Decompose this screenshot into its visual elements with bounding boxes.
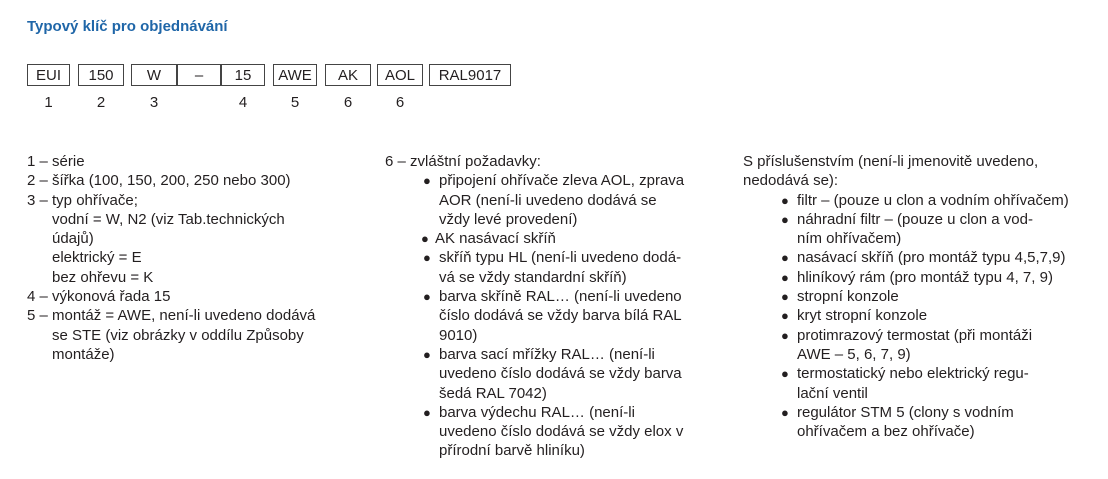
bullet-icon: ● [423,250,431,266]
list-item [743,403,1103,442]
bullet-icon: ● [781,308,789,324]
bullet-icon: ● [423,173,431,189]
legend-line: vodní = W, N2 (viz Tab.technických [52,210,285,228]
bullet-icon: ● [421,231,429,247]
list-item [743,210,1103,249]
list-item-text: uvedeno číslo dodává se vždy elox v [439,423,684,441]
legend-line: 1 – série [27,153,85,170]
list-item [385,287,725,345]
list-item [385,403,725,461]
bullet-icon: ● [781,366,789,382]
legend-line: 2 – šířka (100, 150, 200, 250 nebo 300) [27,172,291,190]
bullet-icon: ● [781,327,789,343]
list-item [385,171,725,229]
code-number: 5 [290,94,300,111]
code-box-dash: – [177,64,221,86]
code-box-mounting: AWE [273,64,317,86]
bullet-icon: ● [423,404,431,420]
code-number: 3 [149,94,159,111]
code-box-aol: AOL [377,64,423,86]
list-item [385,229,725,248]
legend-line: elektrický = E [52,249,142,267]
list-item-text: barva sací mřížky RAL… (není-li [439,345,655,363]
list-item-text: kryt stropní konzole [797,307,928,325]
legend-line: 5 – montáž = AWE, není-li uvedeno dodává [27,307,316,325]
list-item-text: ohřívačem a bez ohřívače) [797,423,975,441]
list-item-text: protimrazový termostat (při montáži [797,326,1033,344]
bullet-icon: ● [781,250,789,266]
list-item-text: připojení ohřívače zleva AOL, zprava [439,172,685,190]
list-item-text: AK nasávací skříň [435,230,556,248]
code-box-ral: RAL9017 [429,64,511,86]
list-item [385,248,725,287]
list-item [743,191,1103,210]
list-item [743,326,1103,365]
legend-line: se STE (viz obrázky v oddílu Způsoby [52,326,304,344]
legend-line: údajů) [52,230,94,248]
legend-column-2 [385,152,725,461]
list-item-text: AWE – 5, 6, 7, 9) [797,345,911,363]
list-item-text: 9010) [439,326,478,344]
list-item-text: ním ohřívačem) [797,230,902,248]
legend-line: 4 – výkonová řada 15 [27,288,171,306]
accessories-heading: S příslušenstvím (není-li jmenovitě uvedeno, [743,153,1039,170]
list-item-text: vždy levé provedení) [439,210,578,228]
list-item-text: barva výdechu RAL… (není-li [439,403,635,421]
list-item-text: regulátor STM 5 (clony s vodním [797,403,1014,421]
special-requirements-heading: 6 – zvláštní požadavky: [385,153,541,170]
legend-line: montáže) [52,345,115,363]
code-box-ak: AK [325,64,371,86]
list-item [385,345,725,403]
list-item-text: náhradní filtr – (pouze u clon a vod- [797,210,1033,228]
list-item-text: barva skříně RAL… (není-li uvedeno [439,288,682,306]
list-item-text: uvedeno číslo dodává se vždy barva [439,365,682,383]
legend-line: bez ohřevu = K [52,268,154,286]
list-item-text: nasávací skříň (pro montáž typu 4,5,7,9) [797,249,1066,267]
list-item-text: hliníkový rám (pro montáž typu 4, 7, 9) [797,268,1053,286]
code-number: 2 [96,94,106,111]
code-box-heater: W [131,64,177,86]
legend-column-3 [743,152,1103,441]
code-number: 4 [238,94,248,111]
bullet-icon: ● [781,192,789,208]
bullet-icon: ● [781,211,789,227]
bullet-icon: ● [781,289,789,305]
list-item-text: přírodní barvě hliníku) [439,442,585,460]
list-item-text: vá se vždy standardní skříň) [439,268,627,286]
bullet-icon: ● [781,404,789,420]
code-number: 6 [395,94,405,111]
legend-column-1 [27,152,377,364]
list-item-text: stropní konzole [797,288,899,306]
list-item [743,248,1103,267]
code-box-series: EUI [27,64,70,86]
code-box-width: 150 [78,64,124,86]
order-code-row [27,64,527,114]
list-item-text: číslo dodává se vždy barva bílá RAL [439,307,682,325]
code-box-power: 15 [221,64,265,86]
list-item [743,306,1103,325]
list-item [743,268,1103,287]
list-item [743,287,1103,306]
list-item-text: filtr – (pouze u clon a vodním ohřívačem) [797,191,1069,209]
accessories-heading: nedodává se): [743,172,839,190]
list-item [743,364,1103,403]
page-title: Typový klíč pro objednávání [27,18,228,35]
list-item-text: lační ventil [797,384,868,402]
bullet-icon: ● [781,269,789,285]
list-item-text: skříň typu HL (není-li uvedeno dodá- [439,249,682,267]
bullet-icon: ● [423,289,431,305]
legend-line: 3 – typ ohřívače; [27,191,138,209]
code-number: 1 [44,94,53,111]
code-number: 6 [343,94,353,111]
list-item-text: termostatický nebo elektrický regu- [797,365,1029,383]
list-item-text: AOR (není-li uvedeno dodává se [439,191,657,209]
bullet-icon: ● [423,346,431,362]
list-item-text: šedá RAL 7042) [439,384,547,402]
